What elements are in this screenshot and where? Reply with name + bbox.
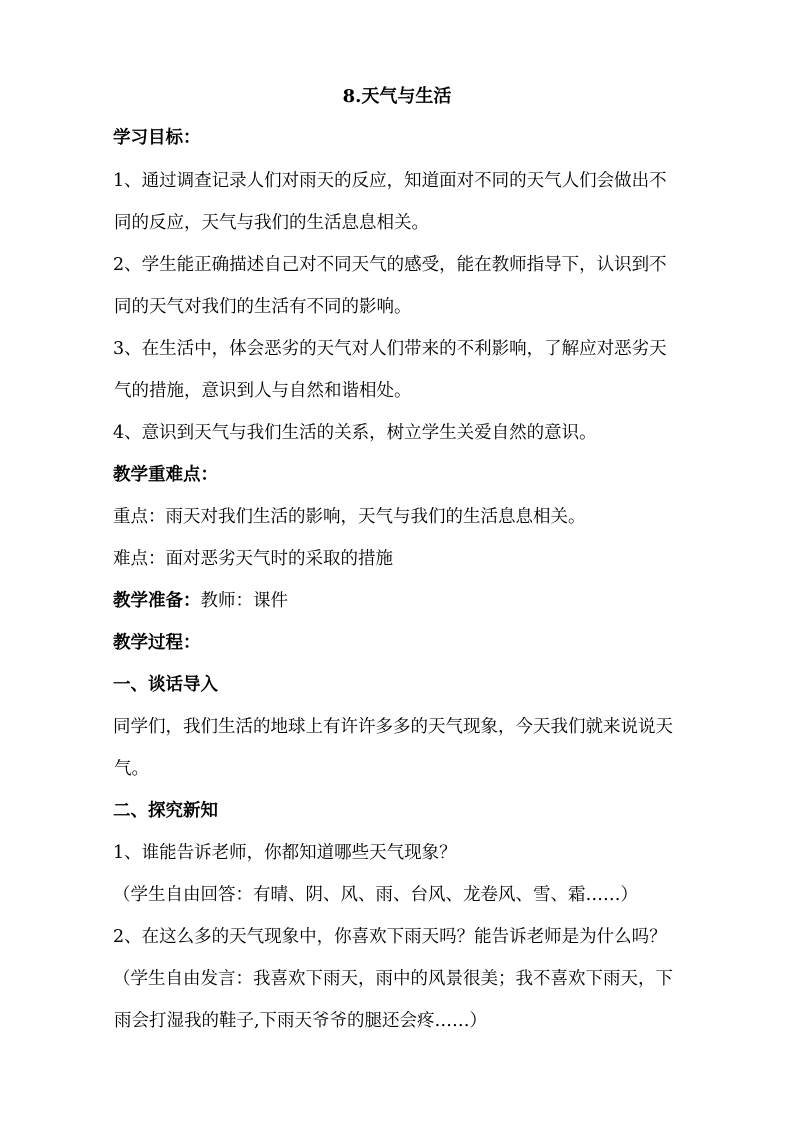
section-1-title: 一、谈话导入 <box>113 675 218 695</box>
process-heading: 教学过程： <box>113 633 201 653</box>
answer-2-line-1: （学生自由发言：我喜欢下雨天，雨中的风景很美；我不喜欢下雨天，下 <box>113 969 673 989</box>
question-1: 1、谁能告诉老师，你都知道哪些天气现象？ <box>113 843 457 863</box>
key-points-heading: 教学重难点： <box>113 465 218 485</box>
key-point-focus: 重点：雨天对我们生活的影响，天气与我们的生活息息相关。 <box>113 507 586 527</box>
objective-3-line-2: 气的措施，意识到人与自然和谐相处。 <box>114 381 412 401</box>
preparation-line <box>113 588 713 614</box>
objective-2-line-2: 同的天气对我们的生活有不同的影响。 <box>114 297 412 317</box>
objective-2-line-1: 2、学生能正确描述自己对不同天气的感受，能在教师指导下，认识到不 <box>113 255 667 275</box>
objective-4-line-1: 4、意识到天气与我们生活的关系，树立学生关爱自然的意识。 <box>113 423 597 443</box>
answer-1: （学生自由回答：有晴、阴、风、雨、台风、龙卷风、雪、霜……） <box>113 885 638 905</box>
objective-3-line-1: 3、在生活中，体会恶劣的天气对人们带来的不利影响，了解应对恶劣天 <box>113 339 667 359</box>
preparation-label: 教学准备： <box>113 591 201 611</box>
page-title: 8.天气与生活 <box>342 86 452 107</box>
section-1-line-2: 气。 <box>114 759 149 779</box>
objective-1-line-1: 1、通过调查记录人们对雨天的反应，知道面对不同的天气人们会做出不 <box>113 171 667 191</box>
key-point-difficulty: 难点：面对恶劣天气时的采取的措施 <box>113 549 393 569</box>
objectives-heading: 学习目标： <box>113 128 201 148</box>
objective-1-line-2: 同的反应，天气与我们的生活息息相关。 <box>114 213 429 233</box>
preparation-value: 教师：课件 <box>200 591 288 611</box>
section-2-title: 二、探究新知 <box>113 801 218 821</box>
section-1-line-1: 同学们，我们生活的地球上有许许多多的天气现象，今天我们就来说说天 <box>113 717 673 737</box>
answer-2-line-2: 雨会打湿我的鞋子,下雨天爷爷的腿还会疼……） <box>114 1011 488 1031</box>
question-2: 2、在这么多的天气现象中，你喜欢下雨天吗？能告诉老师是为什么吗？ <box>113 927 667 947</box>
